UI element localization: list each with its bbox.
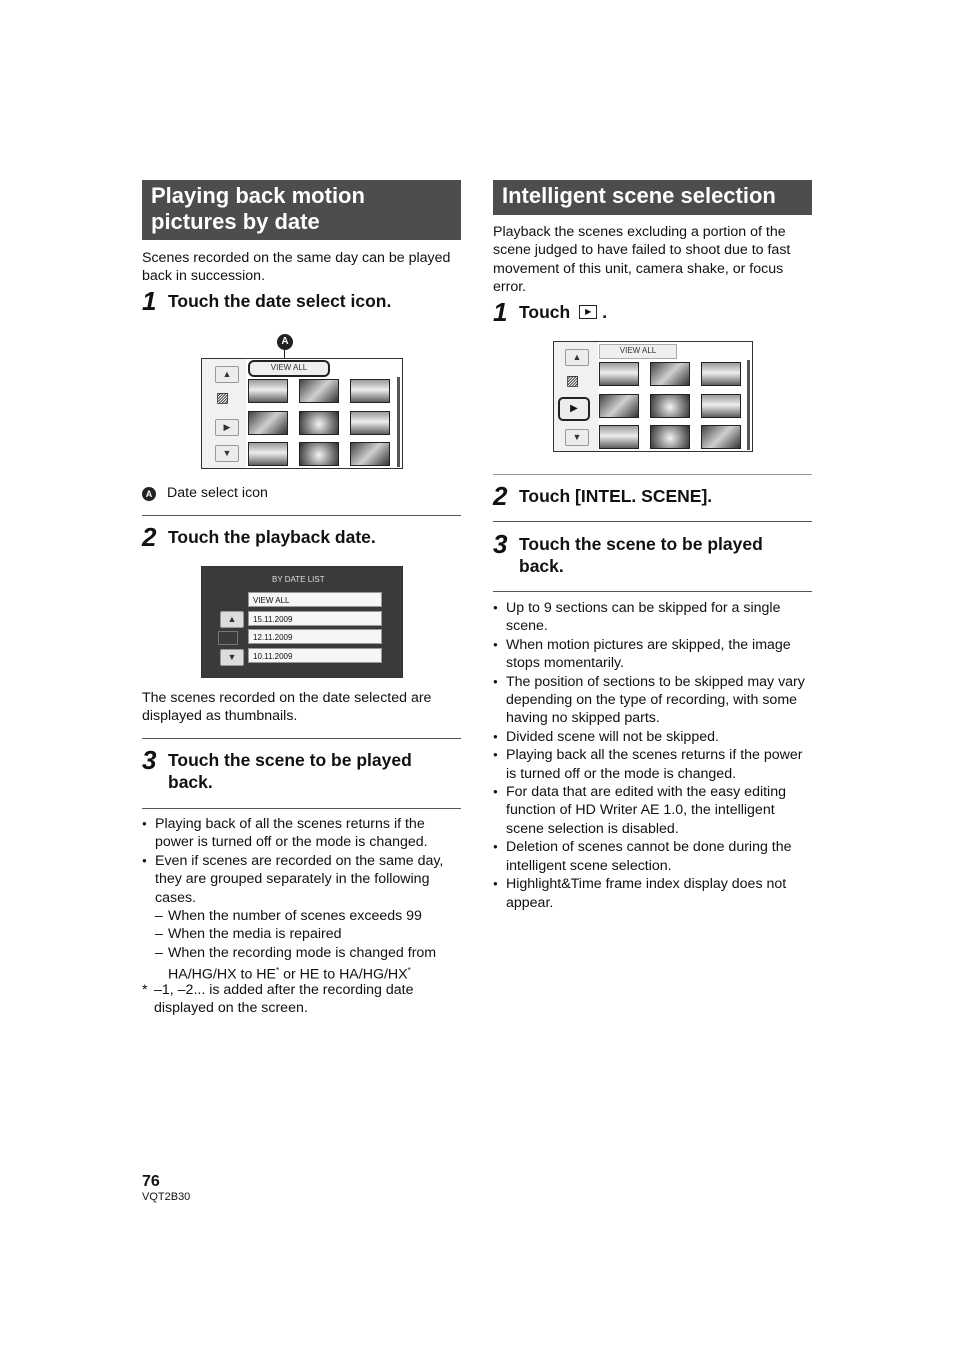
- step-number: 1: [493, 297, 508, 327]
- play-mode-button[interactable]: ▶: [558, 397, 590, 421]
- right-bullet-list: [493, 599, 812, 912]
- callout-marker-a: A: [277, 334, 293, 350]
- screen-thumbnail-view: [201, 358, 403, 469]
- thumbnail[interactable]: [650, 362, 690, 386]
- date-list-item[interactable]: 10.11.2009: [248, 648, 382, 663]
- sub-item: – When the media is repaired: [155, 926, 342, 943]
- camera-mode-icon[interactable]: ▨: [216, 389, 230, 405]
- thumbnail[interactable]: [299, 379, 339, 403]
- date-list-title: BY DATE LIST: [272, 575, 325, 584]
- left-heading: Playing back motion pictures by date: [142, 180, 461, 240]
- right-step-3: [493, 531, 812, 577]
- scroll-down-button[interactable]: ▼: [220, 649, 244, 666]
- list-item: ● Deletion of scenes cannot be done during the intelligent scene selection.: [493, 838, 812, 875]
- divider: [493, 591, 812, 592]
- sub-item: – When the number of scenes exceeds 99: [155, 908, 422, 925]
- scrollbar[interactable]: [747, 360, 750, 450]
- list-item: ● For data that are edited with the easy editing function of HD Writer AE 1.0, the intelligent scene selection is disabled.: [493, 783, 812, 838]
- list-item: ● Playing back of all the scenes returns if the power is turned off or the mode is changed.: [142, 815, 461, 852]
- thumbnail[interactable]: [701, 394, 741, 418]
- date-list-item[interactable]: 15.11.2009: [248, 611, 382, 626]
- thumbnail[interactable]: [248, 442, 288, 466]
- play-icon[interactable]: ▶: [579, 305, 597, 319]
- footnote: [142, 981, 461, 1018]
- thumbnail[interactable]: [599, 394, 639, 418]
- caption-marker-a: A: [142, 487, 156, 501]
- screen-thumbnail-view-right: [553, 341, 753, 452]
- date-select-button[interactable]: VIEW ALL: [248, 360, 330, 377]
- list-item: ● Up to 9 sections can be skipped for a single scene.: [493, 599, 812, 636]
- divider: [142, 738, 461, 739]
- scroll-down-button[interactable]: ▼: [565, 429, 589, 446]
- step-text: Touch the scene to be played back.: [519, 534, 763, 576]
- left-intro: Scenes recorded on the same day can be played back in succession.: [142, 250, 451, 285]
- thumbnail[interactable]: [350, 411, 390, 435]
- divider: [142, 515, 461, 516]
- scrollbar[interactable]: [397, 377, 400, 467]
- scroll-up-button[interactable]: ▲: [220, 611, 244, 628]
- thumbnail[interactable]: [650, 394, 690, 418]
- thumbnail[interactable]: [248, 379, 288, 403]
- play-mode-button[interactable]: ▶: [215, 419, 239, 436]
- thumbnail[interactable]: [350, 442, 390, 466]
- dimmed-play-icon: [218, 631, 238, 645]
- thumbnail[interactable]: [299, 411, 339, 435]
- document-code: VQT2B30: [142, 1191, 191, 1203]
- scroll-up-button[interactable]: ▲: [565, 349, 589, 366]
- left-step-3: [142, 747, 461, 793]
- step-number: 2: [142, 522, 157, 552]
- thumbnail[interactable]: [701, 362, 741, 386]
- page-number: 76: [142, 1173, 160, 1190]
- right-heading: Intelligent scene selection: [493, 180, 812, 215]
- thumbnail[interactable]: [599, 362, 639, 386]
- divider: [493, 474, 812, 475]
- list-item: ● The position of sections to be skipped may vary depending on the type of recording, with some having no skipped parts.: [493, 673, 812, 728]
- sub-item: – When the recording mode is changed from HA/HG/HX to HE* or HE to HA/HG/HX*: [155, 944, 437, 983]
- step-text: Touch: [519, 302, 571, 322]
- footnote-mark: *: [142, 982, 148, 998]
- right-intro: Playback the scenes excluding a portion of the scene judged to have failed to shoot due to fast movement of this unit, camera shake, or focus error.: [493, 224, 791, 296]
- date-list-item[interactable]: VIEW ALL: [248, 592, 382, 607]
- list-item: [142, 852, 461, 985]
- left-after-step-2: The scenes recorded on the date selected are displayed as thumbnails.: [142, 690, 432, 725]
- list-item: ● Divided scene will not be skipped.: [493, 728, 812, 746]
- thumbnail[interactable]: [350, 379, 390, 403]
- step-text: Touch [INTEL. SCENE].: [519, 486, 713, 506]
- thumbnail[interactable]: [299, 442, 339, 466]
- divider: [493, 521, 812, 522]
- step-number: 3: [493, 529, 508, 559]
- thumbnail[interactable]: [248, 411, 288, 435]
- list-item: ● When motion pictures are skipped, the image stops momentarily.: [493, 636, 812, 673]
- left-step-2: [142, 524, 461, 550]
- left-step-1: [142, 288, 461, 314]
- step-suffix: .: [602, 302, 608, 322]
- scroll-down-button[interactable]: ▼: [215, 445, 239, 462]
- view-all-button[interactable]: VIEW ALL: [599, 344, 677, 359]
- step-text: Touch the playback date.: [168, 527, 376, 547]
- thumbnail[interactable]: [599, 425, 639, 449]
- step-text: Touch the date select icon.: [168, 291, 392, 311]
- left-bullet-list: [142, 815, 461, 984]
- thumbnail[interactable]: [650, 425, 690, 449]
- step-number: 3: [142, 745, 157, 775]
- camera-mode-icon[interactable]: ▨: [566, 372, 580, 388]
- list-item-text: Even if scenes are recorded on the same day, they are grouped separately in the following cases.: [155, 852, 444, 906]
- right-step-1: [493, 299, 812, 325]
- caption-date-select-icon: Date select icon: [167, 485, 268, 501]
- list-item: ● Playing back all the scenes returns if the power is turned off or the mode is changed.: [493, 746, 812, 783]
- footnote-text: –1, –2... is added after the recording date displayed on the screen.: [154, 982, 414, 1017]
- divider: [142, 808, 461, 809]
- step-number: 1: [142, 286, 157, 316]
- screen-date-list: [201, 566, 403, 678]
- step-number: 2: [493, 481, 508, 511]
- thumbnail[interactable]: [701, 425, 741, 449]
- scroll-up-button[interactable]: ▲: [215, 366, 239, 383]
- right-step-2: [493, 483, 812, 509]
- list-item: ● Highlight&Time frame index display does not appear.: [493, 875, 812, 912]
- step-text: Touch the scene to be played back.: [168, 750, 412, 792]
- date-list-item[interactable]: 12.11.2009: [248, 629, 382, 644]
